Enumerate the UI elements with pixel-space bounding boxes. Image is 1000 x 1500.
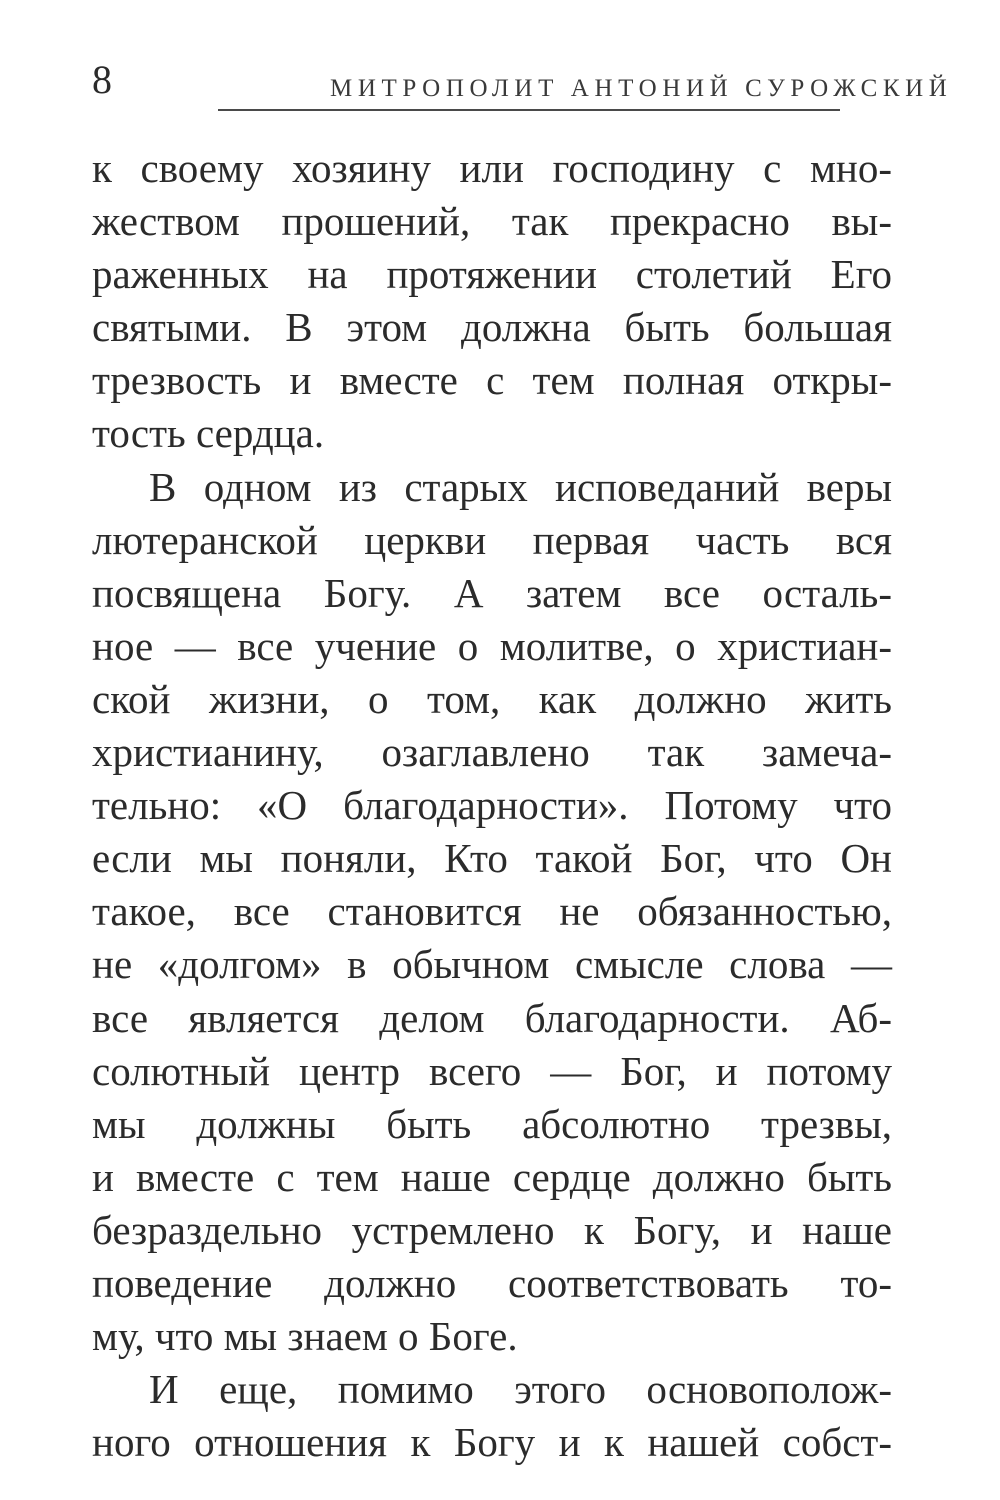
text-line: лютеранской церкви первая часть вся (92, 516, 892, 563)
header-rule (218, 109, 840, 111)
text-line: ской жизни, о том, как должно жить (92, 675, 892, 722)
text-line: если мы поняли, Кто такой Бог, что Он (92, 835, 892, 882)
text-line: мы должны быть абсолютно трезвы, (92, 1100, 892, 1147)
text-line: И еще, помимо этого основополож- (149, 1366, 892, 1413)
running-title: МИТРОПОЛИТ АНТОНИЙ СУРОЖСКИЙ (330, 75, 953, 102)
text-line: раженных на протяжении столетий Его (92, 251, 892, 298)
text-line: му, что мы знаем о Боге. (92, 1313, 518, 1360)
text-line: христианину, озаглавлено так замеча- (92, 729, 892, 776)
text-line: тость сердца. (92, 410, 325, 457)
text-line: солютный центр всего — Бог, и потому (92, 1047, 892, 1094)
page-number: 8 (92, 57, 112, 102)
text-line: посвящена Богу. А затем все осталь- (92, 569, 892, 616)
text-line: ного отношения к Богу и к нашей собст- (92, 1419, 892, 1466)
text-line: В одном из старых исповеданий веры (149, 463, 892, 510)
text-line: трезвость и вместе с тем полная откры- (92, 357, 892, 404)
text-line: безраздельно устремлено к Богу, и наше (92, 1206, 892, 1253)
text-line: такое, все становится не обязанностью, (92, 888, 892, 935)
text-line: святыми. В этом должна быть большая (92, 304, 892, 351)
text-line: тельно: «О благодарности». Потому что (92, 782, 892, 829)
text-line: к своему хозяину или господину с мно- (92, 145, 892, 191)
text-line: ное — все учение о молитве, о христиан- (92, 622, 892, 669)
text-line: все является делом благодарности. Аб- (92, 994, 892, 1041)
text-line: поведение должно соответствовать то- (92, 1259, 892, 1306)
body-text (92, 142, 892, 1469)
text-line: и вместе с тем наше сердце должно быть (92, 1153, 892, 1200)
text-line: не «долгом» в обычном смысле слова — (92, 941, 892, 988)
text-line: жеством прошений, так прекрасно вы- (92, 198, 892, 245)
